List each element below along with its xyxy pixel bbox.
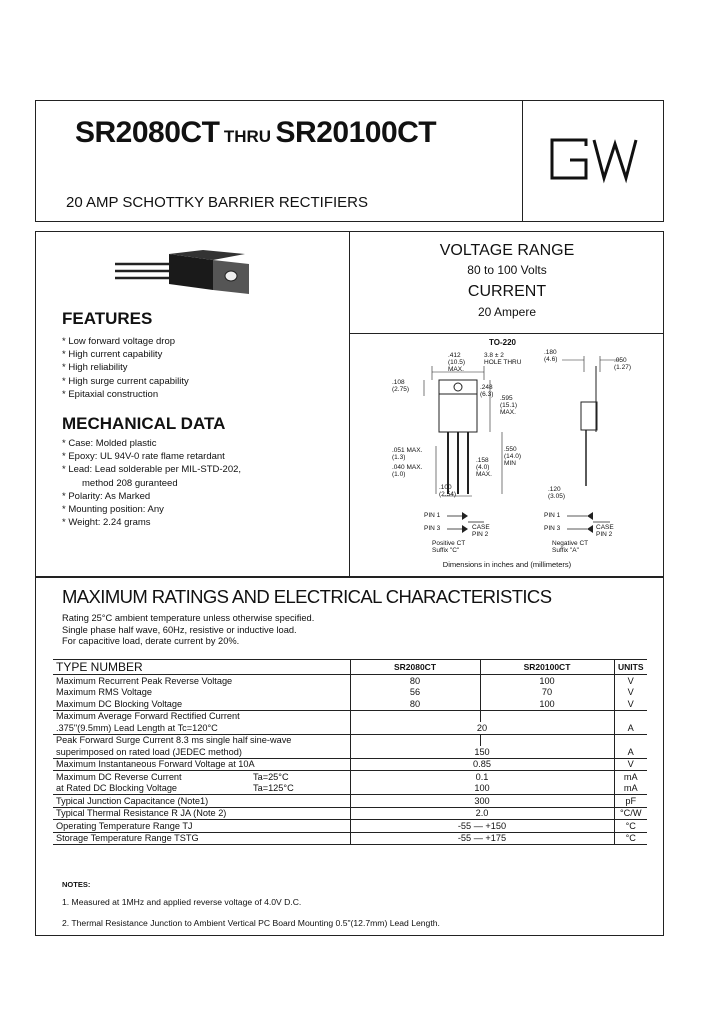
- pin2-label-neg: PIN 2: [596, 531, 613, 538]
- value-cell: 0.85: [350, 758, 614, 771]
- param-cell: Maximum DC Blocking Voltage: [56, 698, 183, 709]
- dim-label: .108 (2.75): [392, 379, 409, 393]
- dim-label: .595 (15.1) MAX.: [500, 395, 517, 416]
- voltage-range-value: 80 to 100 Volts: [467, 263, 547, 277]
- value-cell: 80: [350, 675, 480, 687]
- param-cell: Maximum Average Forward Rectified Current: [56, 711, 240, 722]
- value-cell: 100: [480, 698, 614, 710]
- table-row: [53, 687, 647, 699]
- current-title: CURRENT: [467, 283, 547, 300]
- case-label-neg: CASE: [596, 524, 614, 531]
- unit-cell: [614, 710, 647, 722]
- list-item: * Case: Molded plastic: [62, 438, 157, 449]
- unit-cell: °C/W: [614, 807, 647, 820]
- pin3-label-pos: PIN 3: [424, 525, 441, 532]
- voltage-range-title: VOLTAGE RANGE: [439, 242, 575, 259]
- value-cell: 56: [350, 687, 480, 699]
- param-cell: Peak Forward Surge Current 8.3 ms single half sine-wave: [56, 735, 292, 746]
- header-units: UNITS: [614, 660, 647, 675]
- param-text: Maximum DC Reverse Current: [56, 771, 182, 782]
- header-divider: [522, 100, 523, 222]
- package-name: TO-220: [489, 338, 516, 347]
- part-to: SR20100CT: [275, 116, 437, 149]
- value-cell: 100: [350, 783, 614, 795]
- header-sr20100ct: SR20100CT: [480, 660, 614, 675]
- param-cell: Typical Junction Capacitance (Note1): [56, 795, 209, 806]
- value-cell: 150: [350, 746, 614, 758]
- dim-label: .040 MAX. (1.0): [392, 464, 423, 478]
- dimensions-note: Dimensions in inches and (millimeters): [442, 560, 572, 569]
- part-from: SR2080CT: [75, 116, 220, 149]
- ratings-box-divider: [349, 333, 664, 334]
- dim-label: .051 MAX. (1.3): [392, 447, 423, 461]
- dim-label: .248 (6.3): [480, 384, 494, 398]
- table-row: [53, 832, 647, 845]
- table-row: [53, 771, 647, 783]
- notes-title: NOTES:: [62, 880, 91, 889]
- gw-logo: [546, 134, 646, 184]
- param-cell: Maximum RMS Voltage: [56, 687, 152, 698]
- value-cell: 300: [350, 795, 614, 808]
- unit-cell: V: [614, 675, 647, 687]
- current-value: 20 Ampere: [477, 305, 537, 319]
- unit-cell: V: [614, 698, 647, 710]
- list-item: * Epoxy: UL 94V-0 rate flame retardant: [62, 451, 225, 463]
- table-row: [53, 795, 647, 808]
- unit-cell: pF: [614, 795, 647, 808]
- condition-cell: Ta=25°C: [253, 771, 289, 782]
- ratings-title: MAXIMUM RATINGS AND ELECTRICAL CHARACTERISTICS: [62, 586, 552, 607]
- value-cell: 20: [350, 722, 614, 734]
- value-cell: 70: [480, 687, 614, 699]
- pin1-label-neg: PIN 1: [544, 512, 561, 519]
- table-row: [53, 746, 647, 758]
- list-item: method 208 guranteed: [82, 477, 178, 489]
- param-cell: [53, 783, 350, 795]
- param-cell: Maximum Recurrent Peak Reverse Voltage: [56, 675, 233, 686]
- value-cell: 80: [350, 698, 480, 710]
- table-row: [53, 675, 647, 687]
- subtitle: 20 AMP SCHOTTKY BARRIER RECTIFIERS: [66, 194, 369, 211]
- pin3-label-neg: PIN 3: [544, 525, 561, 532]
- dim-label: .158 (4.0) MAX.: [476, 457, 492, 478]
- to220-package-drawing: [352, 336, 662, 574]
- features-title: FEATURES: [62, 309, 153, 328]
- list-item: * Mounting position: Any: [62, 504, 164, 516]
- features-list: [62, 335, 189, 401]
- list-item: * Polarity: As Marked: [62, 490, 151, 502]
- unit-cell: V: [614, 758, 647, 771]
- pin2-label-pos: PIN 2: [472, 531, 489, 538]
- value-cell: 2.0: [350, 807, 614, 820]
- value-cell: 100: [480, 675, 614, 687]
- mechanical-title: MECHANICAL DATA: [62, 414, 226, 433]
- param-cell: .375"(9.5mm) Lead Length at Tc=120°C: [56, 722, 218, 733]
- ratings-table: [53, 659, 647, 845]
- header-type-number: TYPE NUMBER: [56, 660, 143, 674]
- param-cell: Maximum Instantaneous Forward Voltage at 10A: [56, 759, 255, 770]
- case-label-pos: CASE: [472, 524, 490, 531]
- unit-cell: mA: [614, 783, 647, 795]
- value-cell: -55 — +175: [350, 832, 614, 845]
- thru-label: THRU: [223, 127, 272, 146]
- list-item: * Weight: 2.24 grams: [62, 517, 151, 529]
- list-item: * High reliability: [62, 362, 128, 374]
- unit-cell: [614, 734, 647, 746]
- table-row: [53, 758, 647, 771]
- mechanical-list: [62, 437, 241, 529]
- value-cell: [480, 734, 614, 746]
- dim-label: .412 (10.5) MAX.: [448, 352, 465, 373]
- unit-cell: °C: [614, 820, 647, 833]
- list-item: * High surge current capability: [62, 375, 189, 387]
- table-row: [53, 820, 647, 833]
- table-row: [53, 734, 647, 746]
- pin1-label-pos: PIN 1: [424, 512, 441, 519]
- dim-label: .100 (2.54): [439, 484, 456, 498]
- negative-ct-label: Negative CT Suffix "A": [552, 540, 589, 554]
- unit-cell: A: [614, 722, 647, 734]
- param-cell: Operating Temperature Range TJ: [56, 820, 193, 831]
- param-cell: Storage Temperature Range TSTG: [56, 833, 199, 844]
- positive-ct-label: Positive CT Suffix "C": [432, 540, 466, 554]
- table-row: [53, 710, 647, 722]
- value-cell: [350, 710, 480, 722]
- table-row: [53, 698, 647, 710]
- list-item: * Epitaxial construction: [62, 388, 159, 400]
- table-row: [53, 783, 647, 795]
- page-title: [75, 116, 436, 150]
- header-sr2080ct: SR2080CT: [350, 660, 480, 675]
- unit-cell: A: [614, 746, 647, 758]
- param-cell: superimposed on rated load (JEDEC method): [56, 746, 242, 757]
- value-cell: [350, 734, 480, 746]
- param-cell: [53, 771, 350, 783]
- dim-label: .120 (3.05): [548, 486, 565, 500]
- param-cell: Typical Thermal Resistance R JA (Note 2): [56, 808, 227, 819]
- dim-label: .550 (14.0) MIN: [504, 446, 521, 467]
- table-row: [53, 807, 647, 820]
- list-item: * High current capability: [62, 349, 163, 361]
- dim-label: 3.8 ± 2 HOLE THRU: [484, 352, 522, 366]
- note-2: 2. Thermal Resistance Junction to Ambient Vertical PC Board Mounting 0.5"(12.7mm) Lead Length.: [62, 918, 440, 928]
- list-item: * Lead: Lead solderable per MIL-STD-202,: [62, 464, 242, 476]
- rating-conditions: Rating 25°C ambient temperature unless otherwise specified. Single phase half wave, 60Hz, resistive or inductive load. For capacitive load, derate current by 20%.: [62, 613, 315, 646]
- param-text: at Rated DC Blocking Voltage: [56, 783, 178, 794]
- note-1: 1. Measured at 1MHz and applied reverse voltage of 4.0V D.C.: [62, 897, 302, 907]
- value-cell: 0.1: [350, 771, 614, 783]
- dim-label: .050 (1.27): [614, 357, 631, 371]
- table-row: [53, 722, 647, 734]
- condition-cell: Ta=125°C: [253, 783, 294, 794]
- component-image: [113, 250, 253, 296]
- unit-cell: mA: [614, 771, 647, 783]
- value-cell: [480, 710, 614, 722]
- unit-cell: °C: [614, 832, 647, 845]
- dim-label: .180 (4.6): [544, 349, 558, 363]
- unit-cell: V: [614, 687, 647, 699]
- value-cell: -55 — +150: [350, 820, 614, 833]
- list-item: * Low forward voltage drop: [62, 336, 176, 347]
- table-header-row: [53, 660, 647, 675]
